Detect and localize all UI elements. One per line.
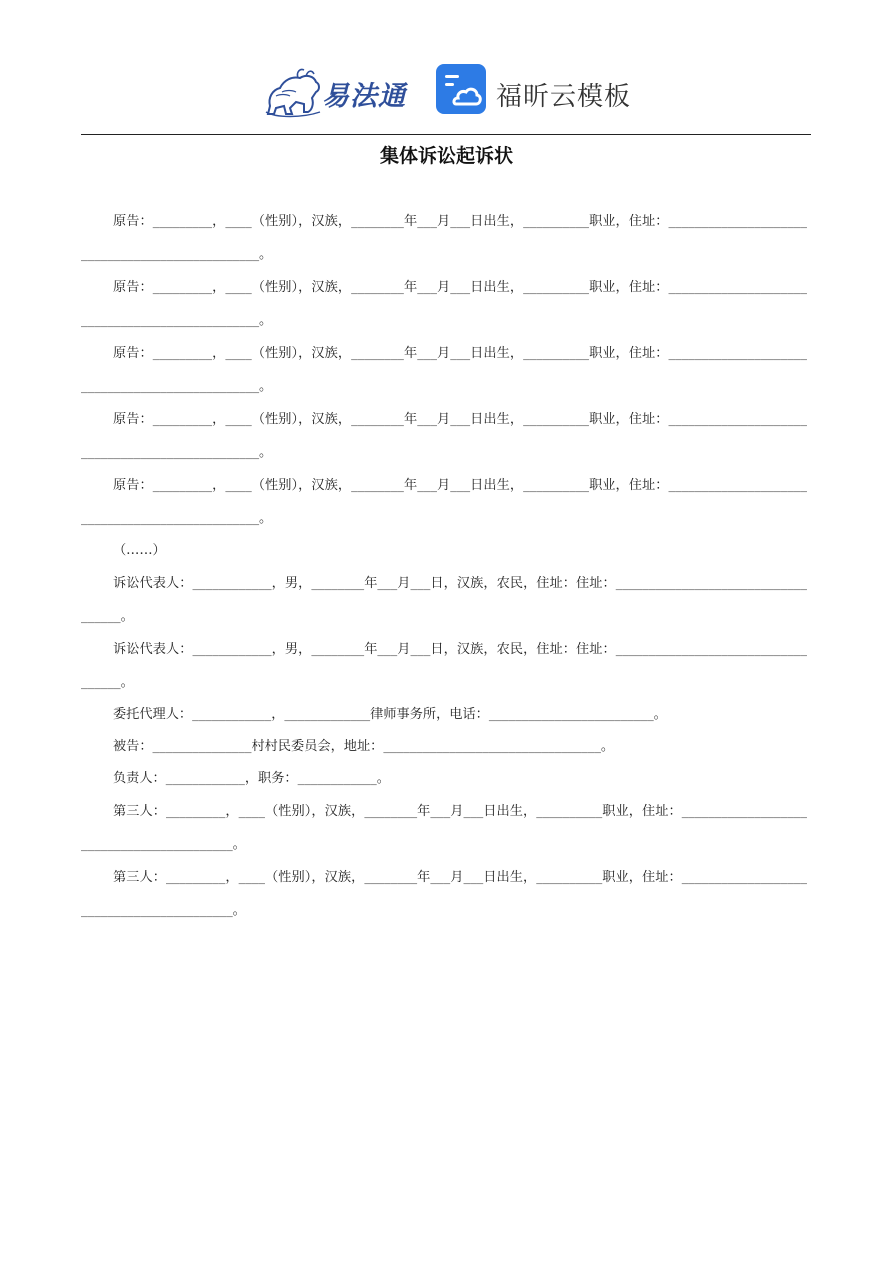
header xyxy=(0,60,893,122)
person-in-charge-line: 负责人：____________，职务：____________。 xyxy=(113,771,390,786)
plaintiff-paragraph: 原告：_________，____（性别），汉族，________年___月___日出生，__________职业，住址：________________________________________________。 xyxy=(81,346,807,394)
plaintiff-paragraph: 原告：_________，____（性别），汉族，________年___月___日出生，__________职业，住址：________________________________________________。 xyxy=(81,478,807,526)
defendant-line: 被告：_______________村村民委员会，地址：_________________________________。 xyxy=(113,739,615,754)
plaintiff-paragraph: 原告：_________，____（性别），汉族，________年___月___日出生，__________职业，住址：________________________________________________。 xyxy=(81,412,807,460)
page-title: 集体诉讼起诉状 xyxy=(379,145,513,167)
plaintiff-paragraph: 原告：_________，____（性别），汉族，________年___月___日出生，__________职业，住址：________________________________________________。 xyxy=(81,280,807,328)
fuxin-cloud-icon xyxy=(436,64,486,114)
agent-line: 委托代理人：____________，_____________律师事务所，电话：_________________________。 xyxy=(113,707,667,722)
representative-paragraph: 诉讼代表人：____________，男，________年___月___日，汉族，农民，住址：住址：___________________________________。 xyxy=(81,642,807,690)
yifatong-logo-text: 易法通 xyxy=(322,81,406,112)
header-divider xyxy=(81,134,811,135)
third-party-paragraph: 第三人：_________，____（性别），汉族，________年___月___日出生，__________职业，住址：__________________________________________。 xyxy=(81,804,807,852)
fuxin-logo-text: 福昕云模板 xyxy=(496,82,632,112)
document-body xyxy=(81,205,807,927)
yifatong-logo xyxy=(262,62,412,118)
plaintiff-paragraph: 原告：_________，____（性别），汉族，________年___月___日出生，__________职业，住址：________________________________________________。 xyxy=(81,214,807,262)
ellipsis-line: （……） xyxy=(113,543,166,558)
third-party-paragraph: 第三人：_________，____（性别），汉族，________年___月___日出生，__________职业，住址：__________________________________________。 xyxy=(81,870,807,918)
fuxin-logo xyxy=(436,64,636,118)
qilin-icon xyxy=(262,62,324,118)
representative-paragraph: 诉讼代表人：____________，男，________年___月___日，汉族，农民，住址：住址：___________________________________。 xyxy=(81,576,807,624)
